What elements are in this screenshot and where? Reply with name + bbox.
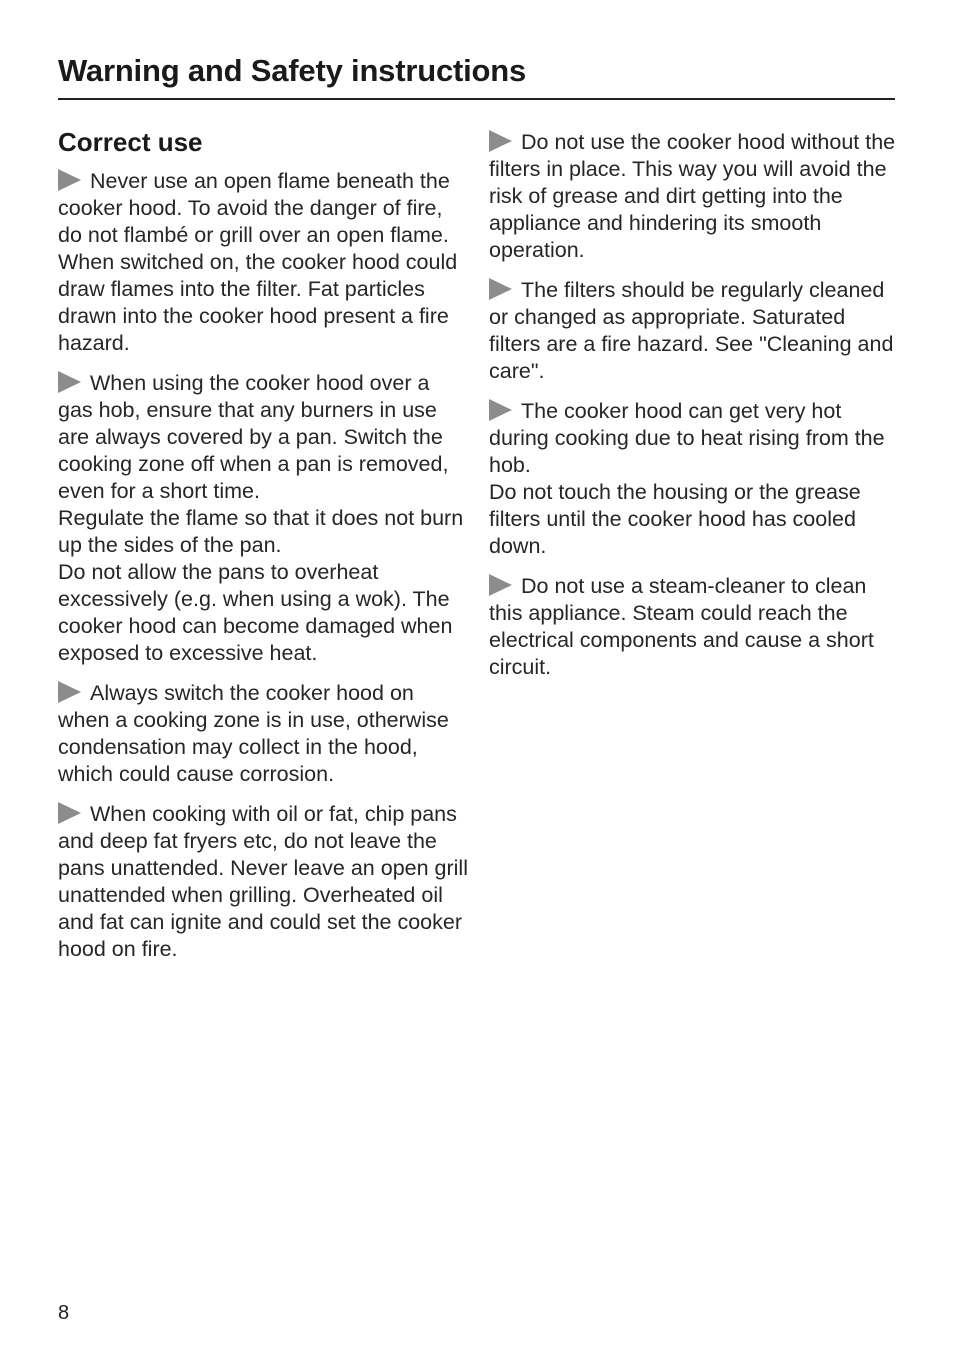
warning-item xyxy=(489,398,899,560)
warning-item xyxy=(58,168,468,357)
warning-item xyxy=(58,370,468,667)
warning-text: Always switch the cooker hood on when a cooking zone is in use, otherwise condensation may collect in the hood, which could cause corrosion. xyxy=(58,681,449,786)
warning-item xyxy=(58,801,468,963)
warning-item xyxy=(489,129,899,264)
warning-text: Never use an open flame beneath the cooker hood. To avoid the danger of fire, do not flambé or grill over an open flame. When switched on, the cooker hood could draw flames into the filter. Fat particles drawn into the cooker hood present a fire hazard. xyxy=(58,169,458,355)
left-column xyxy=(58,127,468,976)
arrow-right-icon xyxy=(58,681,81,703)
warning-text: Do not use a steam-cleaner to clean this appliance. Steam could reach the electrical components and cause a short circuit. xyxy=(489,574,874,679)
arrow-right-icon xyxy=(58,169,81,191)
warning-text: When cooking with oil or fat, chip pans and deep fat fryers etc, do not leave the pans unattended. Never leave an open grill unattended when grilling. Overheated oil and fat can ignite and could set the cooker hood on fire. xyxy=(58,802,468,961)
warning-text: The cooker hood can get very hot during cooking due to heat rising from the hob. Do not touch the housing or the grease filters until the cooker hood has cooled down. xyxy=(489,399,885,558)
arrow-right-icon xyxy=(489,278,512,300)
warning-item xyxy=(489,277,899,385)
warning-text: The filters should be regularly cleaned or changed as appropriate. Saturated filters are a fire hazard. See "Cleaning and care". xyxy=(489,278,894,383)
warning-text: Do not use the cooker hood without the filters in place. This way you will avoid the risk of grease and dirt getting into the appliance and hindering its smooth operation. xyxy=(489,130,896,262)
arrow-right-icon xyxy=(489,399,512,421)
right-column xyxy=(489,127,899,694)
arrow-right-icon xyxy=(489,574,512,596)
warning-item xyxy=(489,573,899,681)
arrow-right-icon xyxy=(489,130,512,152)
warning-item xyxy=(58,680,468,788)
page-title: Warning and Safety instructions xyxy=(58,53,527,88)
arrow-right-icon xyxy=(58,802,81,824)
arrow-right-icon xyxy=(58,371,81,393)
page-header xyxy=(58,52,895,100)
page-number: 8 xyxy=(58,1302,70,1324)
warning-text: When using the cooker hood over a gas hob, ensure that any burners in use are always covered by a pan. Switch the cooking zone off when a pan is removed, even for a short time. Regulate the flame so that it does not burn up the sides of the pan. Do not allow the pans to overheat excessively (e.g. when using a wok). The cooker hood can become damaged when exposed to excessive heat. xyxy=(58,371,464,665)
section-title: Correct use xyxy=(58,127,203,157)
